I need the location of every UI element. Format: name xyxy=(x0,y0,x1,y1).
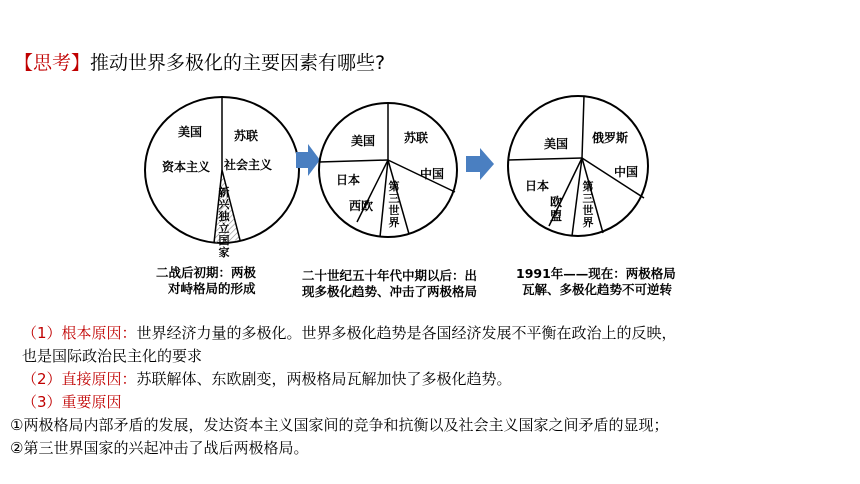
caption-1991-line1: 1991年——现在：两极格局 xyxy=(516,266,676,281)
label-capitalism: 资本主义 xyxy=(161,160,211,174)
arrow-2-icon xyxy=(466,148,494,180)
label-usa-2: 美国 xyxy=(350,134,376,148)
label-usa-3: 美国 xyxy=(543,137,569,151)
reason-direct-text: 苏联解体、东欧剧变，两极格局瓦解加快了多极化趋势。 xyxy=(136,370,512,388)
caption-postwar-line2: 对峙格局的形成 xyxy=(168,281,256,296)
label-russia: 俄罗斯 xyxy=(591,131,629,145)
label-china-3: 中国 xyxy=(613,165,639,179)
reason-important-1: ①两极格局内部矛盾的发展，发达资本主义国家间的竞争和抗衡以及社会主义国家之间矛盾的显现； xyxy=(10,416,669,434)
label-new-independent-vertical: 新兴独立国家 xyxy=(218,186,230,259)
title-question: 推动世界多极化的主要因素有哪些? xyxy=(90,52,386,74)
caption-postwar-line1: 二战后初期：两极 xyxy=(156,265,257,280)
pie-diagram-1991 xyxy=(508,96,648,236)
reason-direct xyxy=(22,368,852,391)
label-socialism: 社会主义 xyxy=(223,158,273,172)
title-prefix: 【思考】 xyxy=(14,52,91,74)
reason-fundamental xyxy=(22,322,852,345)
reason-fundamental-text: 世界经济力量的多极化。世界多极化趋势是各国经济发展不平衡在政治上的反映， xyxy=(136,324,677,342)
label-third-world-vertical-3: 第三世界 xyxy=(582,180,594,229)
caption-1950s xyxy=(302,268,477,300)
pie-diagram-postwar xyxy=(145,97,299,259)
label-ussr-1: 苏联 xyxy=(233,129,259,143)
label-ussr-2: 苏联 xyxy=(403,131,429,145)
reason-important-label: （3）重要原因 xyxy=(22,393,122,411)
reason-fundamental-label: （1）根本原因： xyxy=(22,324,137,342)
pie-diagram-1950s xyxy=(319,103,457,237)
reason-direct-label: （2）直接原因： xyxy=(22,370,137,388)
caption-1991 xyxy=(516,266,676,298)
caption-1950s-line1: 二十世纪五十年代中期以后：出 xyxy=(302,268,478,283)
label-china-2: 中国 xyxy=(419,167,445,181)
label-west-europe: 西欧 xyxy=(348,199,374,213)
label-japan-3: 日本 xyxy=(524,179,550,193)
label-eu-vertical: 欧盟 xyxy=(549,195,563,223)
caption-1991-line2: 瓦解、多极化趋势不可逆转 xyxy=(522,282,673,297)
label-japan-2: 日本 xyxy=(335,173,361,187)
label-third-world-vertical-2: 第三世界 xyxy=(388,180,400,229)
answer-content xyxy=(10,322,852,460)
caption-1950s-line2: 现多极化趋势、冲击了两极格局 xyxy=(302,284,478,299)
caption-postwar xyxy=(156,265,256,297)
reason-important-2: ②第三世界国家的兴起冲击了战后两极格局。 xyxy=(10,439,309,457)
label-usa-1: 美国 xyxy=(177,125,203,139)
reason-fundamental-cont: 也是国际政治民主化的要求 xyxy=(22,347,203,365)
